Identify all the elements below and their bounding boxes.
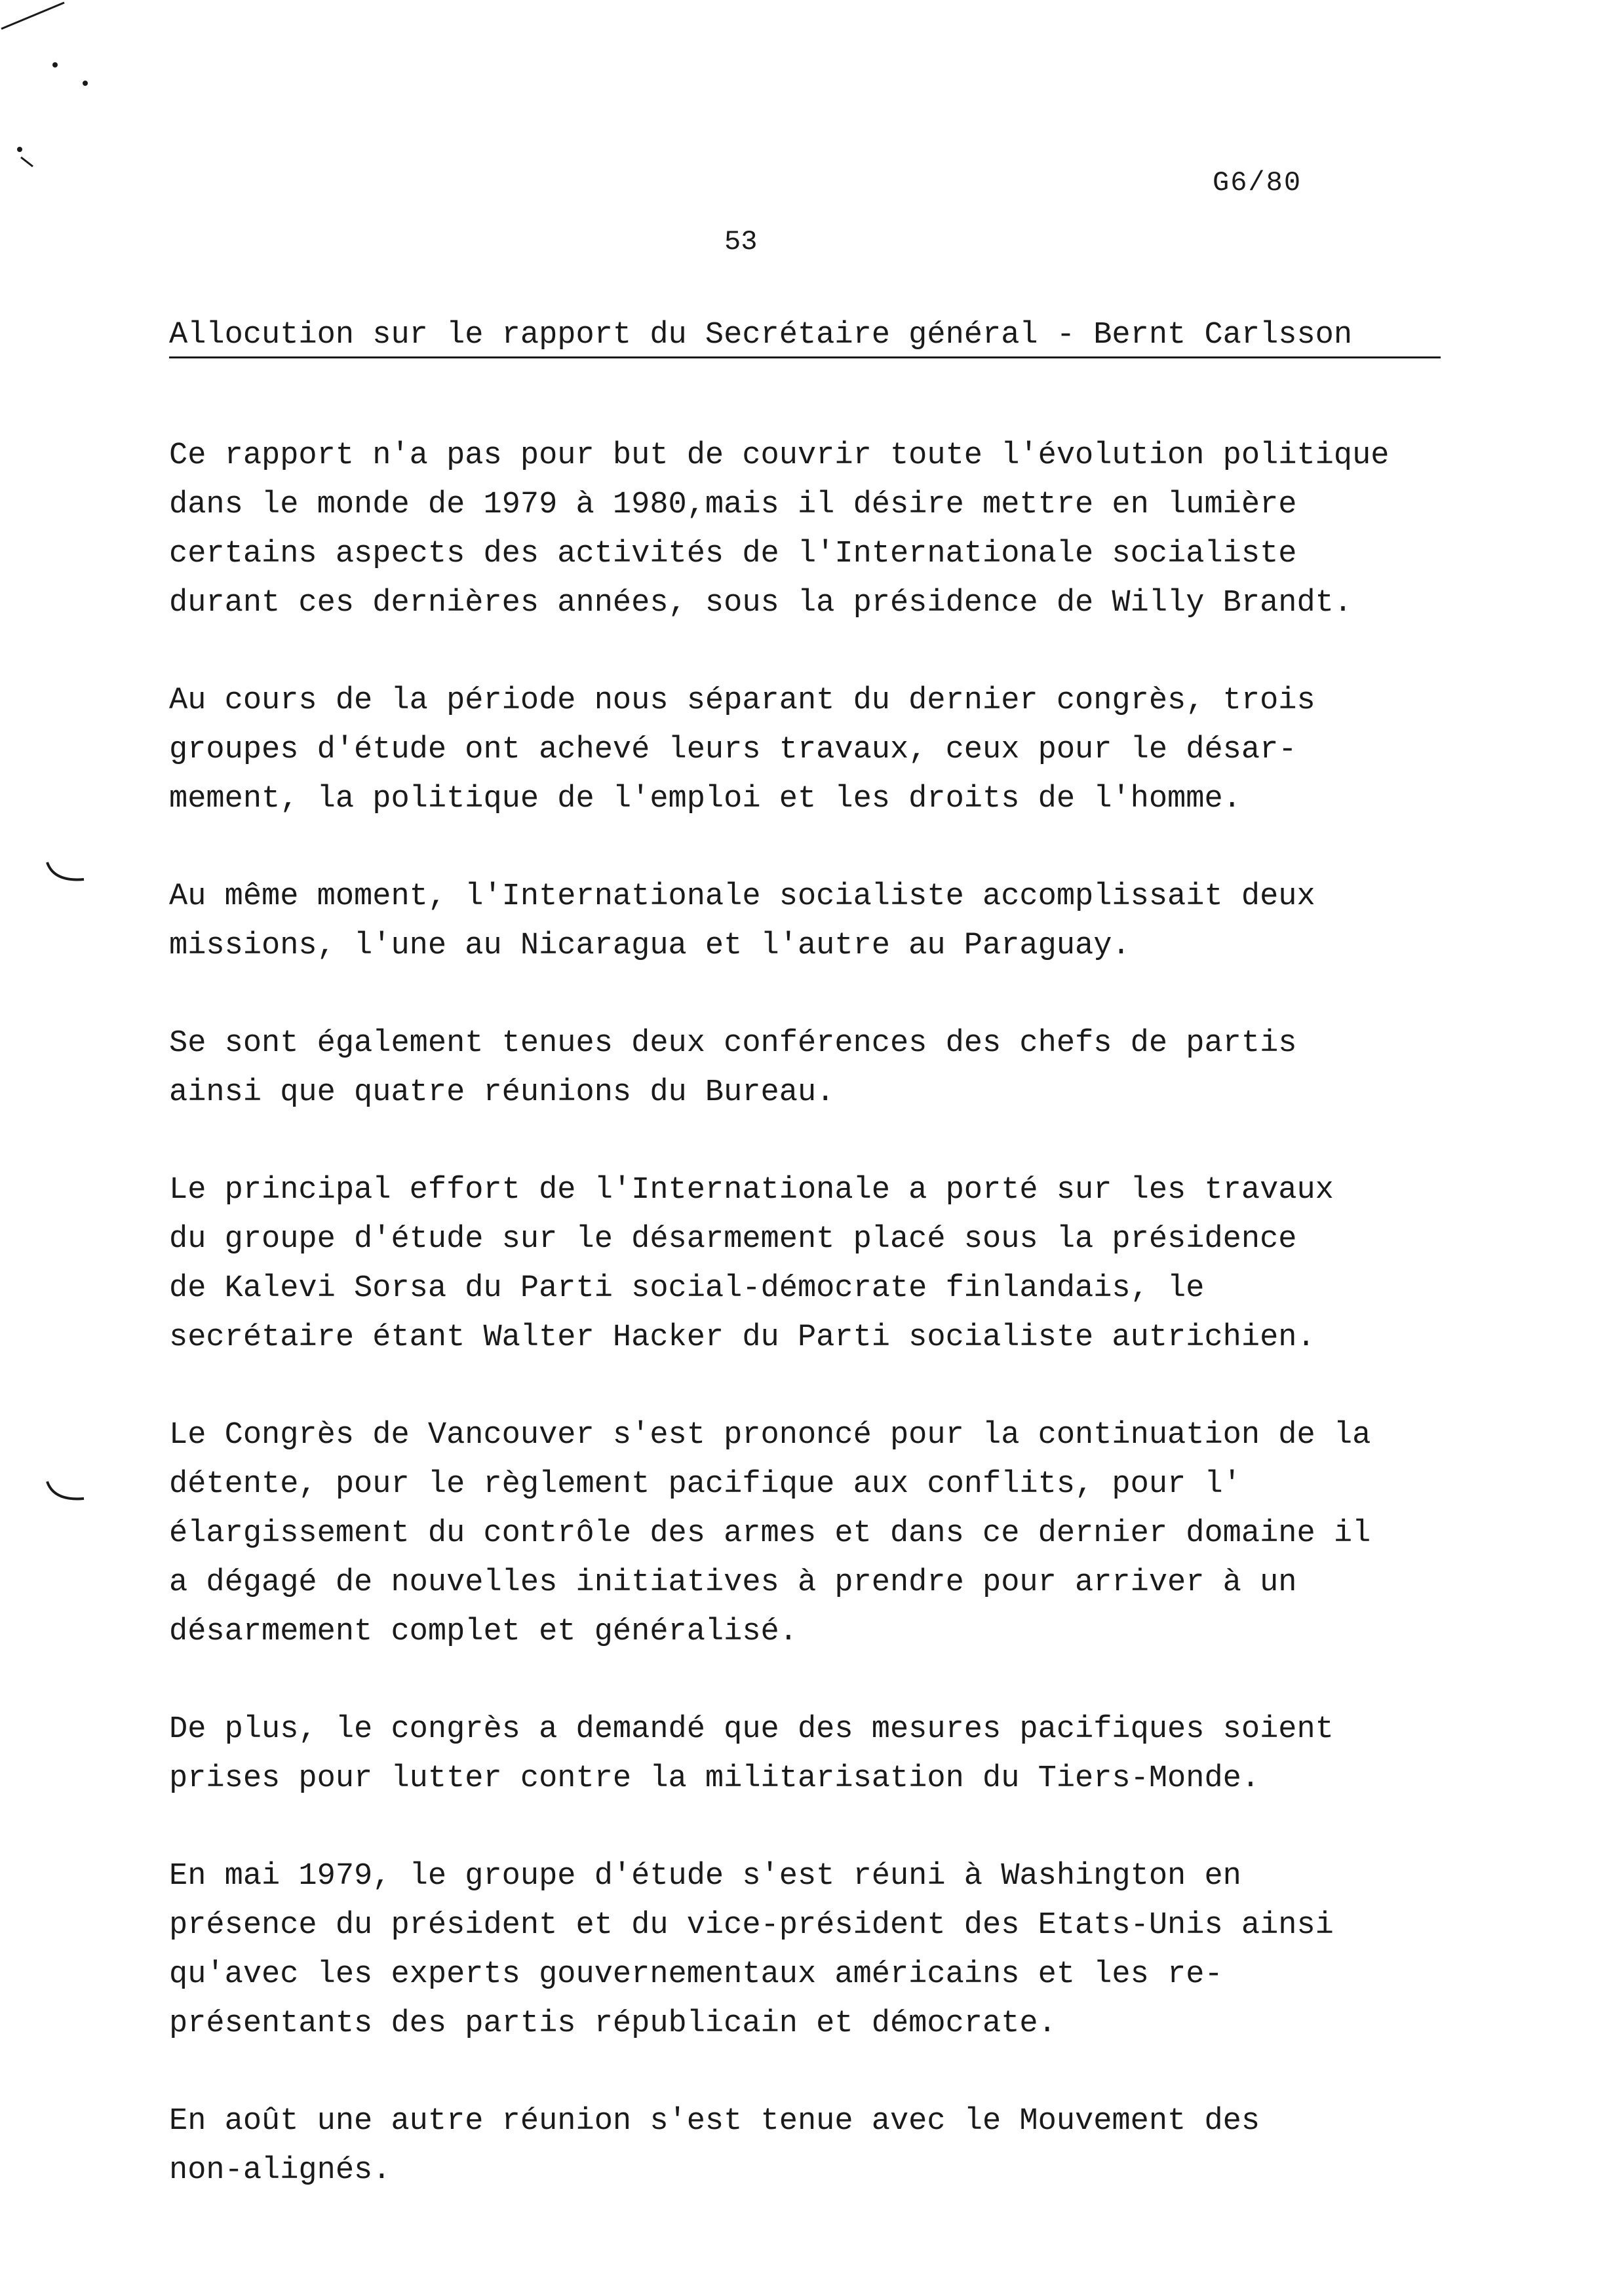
text-line: groupes d'étude ont achevé leurs travaux, ceux pour le désar-	[169, 733, 1297, 767]
text-line: En mai 1979, le groupe d'étude s'est réuni à Washington en	[169, 1859, 1241, 1894]
text-line: ainsi que quatre réunions du Bureau.	[169, 1075, 835, 1110]
text-line: désarmement complet et généralisé.	[169, 1615, 798, 1649]
text-line: présence du président et du vice-président des Etats-Unis ainsi	[169, 1908, 1334, 1943]
text-line: élargissement du contrôle des armes et dans ce dernier domaine il	[169, 1516, 1371, 1551]
page-number: 53	[724, 226, 758, 258]
text-line: certains aspects des activités de l'Internationale socialiste	[169, 537, 1297, 571]
text-line: De plus, le congrès a demandé que des mesures pacifiques soient	[169, 1712, 1334, 1747]
text-line: En août une autre réunion s'est tenue avec le Mouvement des	[169, 2104, 1260, 2139]
text-line: Se sont également tenues deux conférences des chefs de partis	[169, 1026, 1297, 1061]
document-title: Allocution sur le rapport du Secrétaire général - Bernt Carlsson	[169, 318, 1441, 358]
body-paragraph	[169, 2097, 1480, 2195]
text-line: missions, l'une au Nicaragua et l'autre au Paraguay.	[169, 928, 1131, 963]
body-paragraph	[169, 1411, 1480, 1656]
text-line: secrétaire étant Walter Hacker du Parti socialiste autrichien.	[169, 1320, 1315, 1355]
document-reference: G6/80	[1213, 167, 1302, 199]
document-body	[169, 431, 1480, 2244]
text-line: de Kalevi Sorsa du Parti social-démocrate finlandais, le	[169, 1271, 1205, 1306]
margin-hole-punch-mark	[45, 858, 97, 891]
margin-hole-punch-mark	[45, 1478, 97, 1510]
body-paragraph	[169, 1852, 1480, 2048]
body-paragraph	[169, 1705, 1480, 1803]
body-paragraph	[169, 1166, 1480, 1362]
text-line: Le principal effort de l'Internationale a porté sur les travaux	[169, 1173, 1334, 1208]
text-line: a dégagé de nouvelles initiatives à prendre pour arriver à un	[169, 1565, 1297, 1600]
margin-dot-mark	[46, 56, 98, 95]
body-paragraph	[169, 872, 1480, 970]
text-line: dans le monde de 1979 à 1980,mais il désire mettre en lumière	[169, 488, 1297, 522]
text-line: détente, pour le règlement pacifique aux conflits, pour l'	[169, 1467, 1241, 1502]
text-line: Au cours de la période nous séparant du dernier congrès, trois	[169, 683, 1315, 718]
text-line: non-alignés.	[169, 2153, 391, 2188]
text-line: présentants des partis républicain et démocrate.	[169, 2006, 1057, 2041]
body-paragraph	[169, 1019, 1480, 1117]
text-line: qu'avec les experts gouvernementaux américains et les re-	[169, 1957, 1223, 1992]
text-line: mement, la politique de l'emploi et les droits de l'homme.	[169, 782, 1241, 816]
body-paragraph	[169, 431, 1480, 628]
text-line: prises pour lutter contre la militarisation du Tiers-Monde.	[169, 1761, 1260, 1796]
text-line: Au même moment, l'Internationale socialiste accomplissait deux	[169, 879, 1315, 914]
text-line: du groupe d'étude sur le désarmement placé sous la présidence	[169, 1222, 1297, 1257]
corner-pen-stroke	[0, 0, 72, 39]
text-line: Le Congrès de Vancouver s'est prononcé pour la continuation de la	[169, 1418, 1371, 1453]
text-line: durant ces dernières années, sous la présidence de Willy Brandt.	[169, 586, 1353, 621]
body-paragraph	[169, 676, 1480, 824]
margin-tick-mark	[12, 143, 45, 176]
text-line: Ce rapport n'a pas pour but de couvrir toute l'évolution politique	[169, 438, 1390, 473]
